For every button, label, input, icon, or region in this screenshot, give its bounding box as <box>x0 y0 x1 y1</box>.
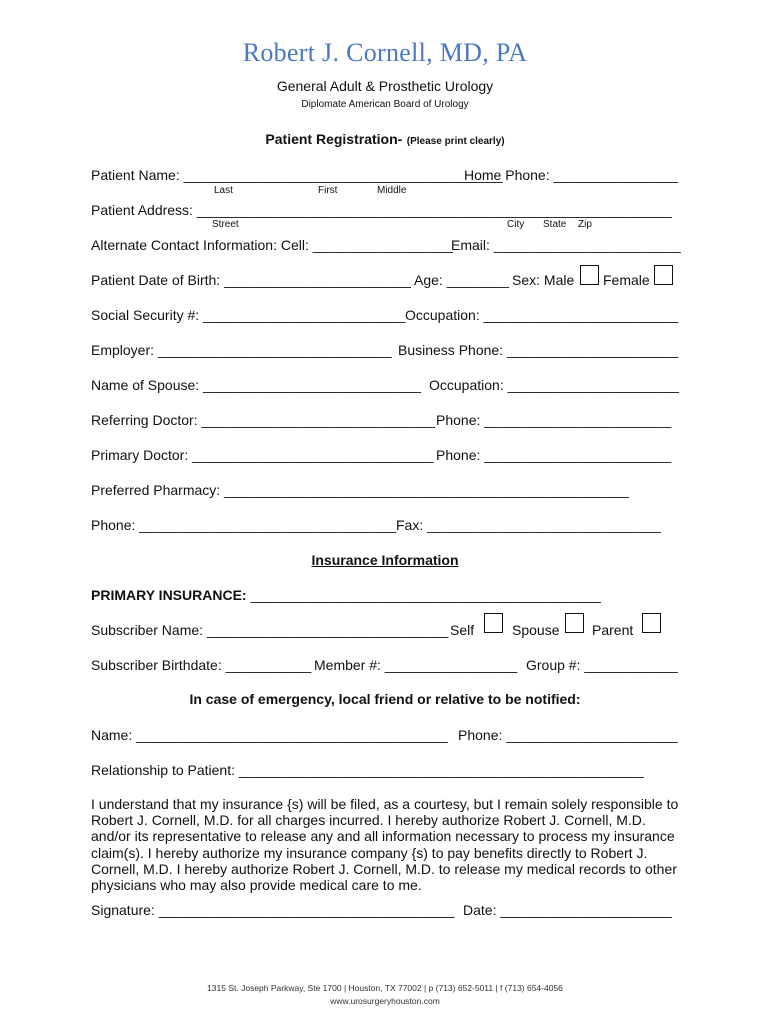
primary-doctor-field[interactable]: Primary Doctor: _______________________________ <box>91 447 434 463</box>
relation-self-label: Self <box>450 622 475 638</box>
emergency-name-field[interactable]: Name: ________________________________________ <box>91 727 448 743</box>
address-street-label: Street <box>212 219 239 230</box>
sex-male-checkbox[interactable] <box>580 265 599 285</box>
address-state-label: State <box>543 219 567 230</box>
dob-field[interactable]: Patient Date of Birth: ________________________ <box>91 272 411 288</box>
name-middle-label: Middle <box>377 185 407 196</box>
practice-subtitle: General Adult & Prosthetic Urology <box>276 78 494 94</box>
subscriber-birthdate-field[interactable]: Subscriber Birthdate: ___________ <box>91 657 312 673</box>
registration-title: Patient Registration- <box>265 131 403 147</box>
spouse-occupation-field[interactable]: Occupation: ______________________ <box>429 377 679 393</box>
subscriber-name-field[interactable]: Subscriber Name: _______________________________ <box>91 622 449 638</box>
group-number-field[interactable]: Group #: ____________ <box>526 657 678 673</box>
referring-doctor-field[interactable]: Referring Doctor: ______________________________ <box>91 412 436 428</box>
sex-female-checkbox[interactable] <box>654 265 673 285</box>
patient-name-field[interactable]: Patient Name: _________________________________________ <box>91 167 503 183</box>
age-field[interactable]: Age: ________ <box>414 272 509 288</box>
email-field[interactable]: Email: ________________________ <box>451 237 681 253</box>
footer-address: 1315 St. Joseph Parkway, Ste 1700 | Houston, TX 77002 | p (713) 652-5011 | f (713) 654-4056 <box>207 983 563 993</box>
primary-insurance-line: _____________________________________________ <box>250 587 601 603</box>
relation-self-checkbox[interactable] <box>484 613 503 633</box>
relation-spouse-checkbox[interactable] <box>565 613 584 633</box>
primary-insurance-label: PRIMARY INSURANCE: <box>91 587 247 603</box>
consent-paragraph: I understand that my insurance {s) will be filed, as a courtesy, but I remain solely responsible to Robert J. Cornell, M.D. for all charges incurred. I hereby authorize Robert J. Cornell, M.D. and/or its representative to release any and all information necessary to process my insurance claim(s). I hereby authorize my insurance company {s) to pay benefits directly to Robert J. Cornell, M.D. I hereby authorize Robert J. Cornell, M.D. to release my medical records to other physicians who may also provide medical care to me. <box>91 796 679 894</box>
patient-address-field[interactable]: Patient Address: _____________________________________________________________ <box>91 202 672 218</box>
referring-doctor-phone-field[interactable]: Phone: ________________________ <box>436 412 672 428</box>
primary-insurance-row[interactable] <box>91 587 601 603</box>
spouse-name-field[interactable]: Name of Spouse: ____________________________ <box>91 377 422 393</box>
primary-doctor-phone-field[interactable]: Phone: ________________________ <box>436 447 672 463</box>
occupation-field[interactable]: Occupation: _________________________ <box>405 307 679 323</box>
registration-note: (Please print clearly) <box>406 136 505 147</box>
preferred-pharmacy-field[interactable]: Preferred Pharmacy: ____________________________________________________ <box>91 482 629 498</box>
relationship-field[interactable]: Relationship to Patient: ____________________________________________________ <box>91 762 644 778</box>
business-phone-field[interactable]: Business Phone: ______________________ <box>398 342 679 358</box>
registration-heading <box>0 131 770 149</box>
member-number-field[interactable]: Member #: _________________ <box>314 657 518 673</box>
pharmacy-fax-field[interactable]: Fax: ______________________________ <box>396 517 661 533</box>
relation-parent-checkbox[interactable] <box>642 613 661 633</box>
signature-field[interactable]: Signature: ______________________________________ <box>91 902 455 918</box>
name-last-label: Last <box>214 185 233 196</box>
alternate-cell-field[interactable]: Alternate Contact Information: Cell: __________________ <box>91 237 453 253</box>
insurance-heading: Insurance Information <box>311 552 459 568</box>
board-certification: Diplomate American Board of Urology <box>301 99 469 110</box>
sex-male-label: Sex: Male <box>512 272 575 288</box>
address-city-label: City <box>507 219 525 230</box>
pharmacy-phone-field[interactable]: Phone: _________________________________ <box>91 517 397 533</box>
employer-field[interactable]: Employer: ______________________________ <box>91 342 392 358</box>
name-first-label: First <box>318 185 338 196</box>
signature-date-field[interactable]: Date: ______________________ <box>463 902 672 918</box>
relation-spouse-label: Spouse <box>512 622 560 638</box>
emergency-phone-field[interactable]: Phone: ______________________ <box>458 727 678 743</box>
address-zip-label: Zip <box>578 219 592 230</box>
footer-website: www.urosurgeryhouston.com <box>330 996 440 1006</box>
emergency-heading: In case of emergency, local friend or relative to be notified: <box>189 691 581 707</box>
home-phone-field[interactable]: Home Phone: ________________ <box>464 167 679 183</box>
relation-parent-label: Parent <box>592 622 634 638</box>
sex-female-label: Female <box>603 272 650 288</box>
doctor-name-title: Robert J. Cornell, MD, PA <box>242 38 528 67</box>
ssn-field[interactable]: Social Security #: __________________________ <box>91 307 406 323</box>
